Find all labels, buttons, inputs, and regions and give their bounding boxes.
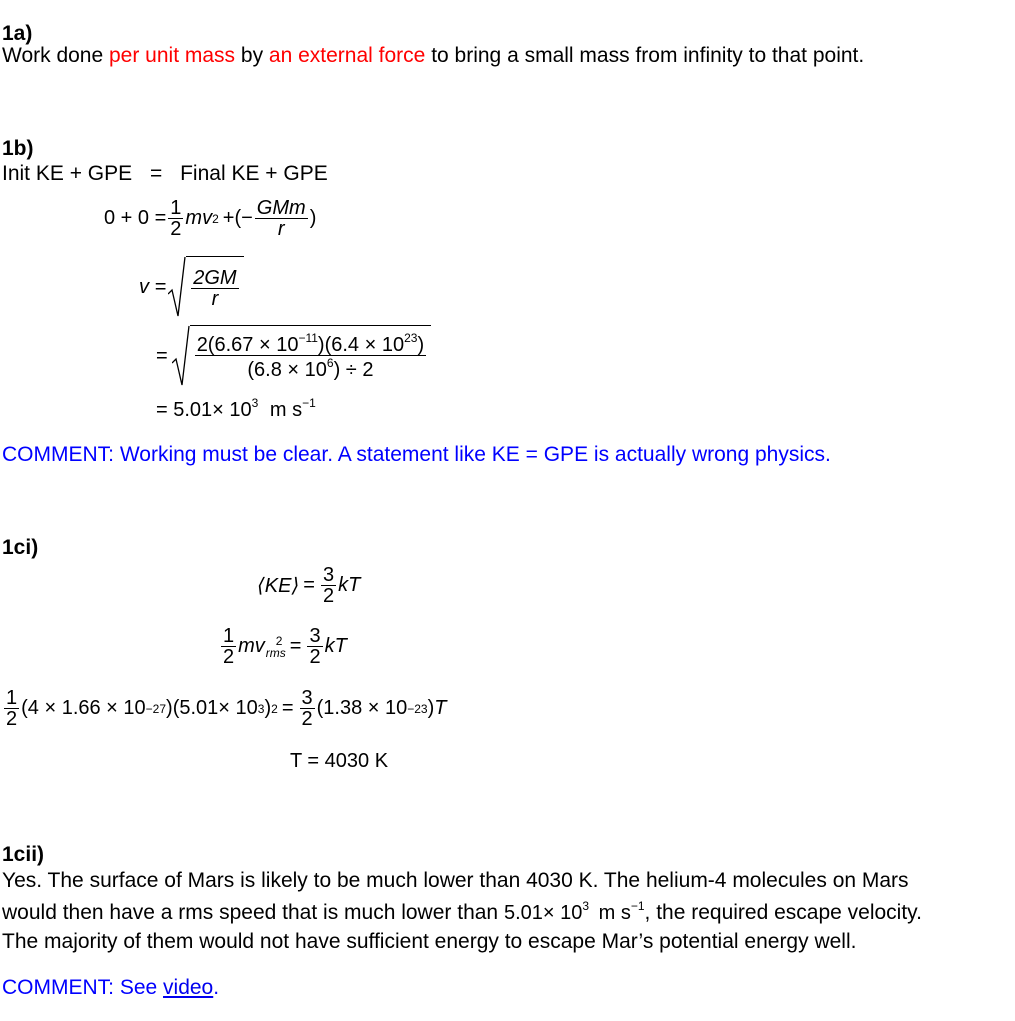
q1b-statement-right: Final KE + GPE [180,162,328,185]
q1b-equation-energy: 0 + 0 = $\frac{1}{2}$ mv 2 +(− $\frac{\text{GMm}}{r}$ ) [104,197,317,240]
eq3-den-b: ) ÷ 2 [333,359,374,381]
q1cii-line3: The majority of them would not have sufficient energy to escape Mar’s potential energy well. [2,930,857,953]
ci-l3-eq: = [281,697,294,719]
cii-comment-suffix: . [213,976,220,999]
ci-l3-d: (1.38 × 10 [316,697,408,719]
q1ci-line2 [219,626,347,667]
q1b-equation-velocity [139,256,244,318]
q1a-seg1: Work done [2,44,109,67]
q1b-heading: 1b) [2,137,34,160]
q1a-emphasis-per-unit-mass: per unit mass [109,44,236,67]
q1b-statement-left: Init KE + GPE [2,162,133,185]
eq3-den-a: (6.8 × 10 [247,359,327,381]
eq1-half-den: 2 [170,218,182,240]
eq3-lhs: = [156,344,168,367]
ci-l3-rden: 2 [301,708,313,730]
q1a-emphasis-external-force: an external force [268,44,426,67]
eq1-mv: mv [185,207,213,229]
ci-l3-a: (4 × 1.66 × 10 [21,697,146,719]
eq3-num-a: 2(6.67 × 10 [196,334,299,356]
cii-line2-unit: m s [593,902,631,924]
eq4-value: = 5.01× 10 [156,399,252,421]
cii-line2-b: , the required escape velocity. [644,901,922,924]
q1cii-line2 [2,899,922,924]
eq4-unit: m s [264,399,303,421]
q1b-statement [2,163,328,184]
cii-comment-prefix: COMMENT: See [2,976,164,999]
eq3-num-exp2: 23 [404,331,418,345]
q1a-answer [2,45,864,66]
q1ci-heading: 1ci) [2,536,39,559]
ci-l1-num: 3 [322,564,335,586]
cii-line2-exp: 3 [582,899,590,913]
q1ci-line1 [257,565,360,606]
eq1-half-num: 1 [170,197,182,219]
eq1-plus: +(− [222,207,253,229]
q1b-comment: COMMENT: Working must be clear. A statement like KE = GPE is actually wrong physics. [2,443,831,466]
eq2-sqrt [168,256,243,318]
q1cii-heading: 1cii) [2,843,45,866]
cii-line2-unit-exp: −1 [630,899,645,913]
cii-line2-a: would then have a rms speed that is much lower than [2,901,504,924]
eq3-num [195,331,426,356]
eq3-num-b: )(6.4 × 10 [317,334,405,356]
ci-l1-den: 2 [322,585,335,607]
eq3-num-c: ) [417,334,425,356]
eq1-r: r [277,218,285,240]
q1b-equation-substitution [156,325,431,387]
ci-l2-rnum: 3 [309,625,321,647]
ci-l3-b: )(5.01× 10 [166,697,258,719]
eq2-den: r [211,288,219,310]
eq3-num-exp1: −11 [298,331,318,345]
ci-l2-rden: 2 [309,646,321,668]
ci-l3-den: 2 [6,708,18,730]
ci-l2-sup: 2 [275,633,283,648]
q1cii-line1: Yes. The surface of Mars is likely to be much lower than 4030 K. The helium-4 molecules on Mars [2,869,909,892]
eq3-sqrt [172,325,431,387]
ci-l3-num: 1 [6,687,18,709]
ci-l4: T = 4030 K [290,750,389,772]
ci-l3-c: ) [264,697,272,719]
eq1-gmm: GMm [256,197,306,219]
sqrt-radical-icon [168,256,186,318]
ci-l2-eq: = [289,635,302,657]
ci-l2-num: 1 [223,625,235,647]
ci-l3-e: ) [427,697,435,719]
eq2-num: 2GM [193,267,237,289]
ci-l2-den: 2 [223,646,235,668]
sqrt-radical-icon [172,325,190,387]
eq1-lhs: 0 + 0 = [104,207,167,229]
q1cii-comment [2,977,219,998]
ci-l2-rhs: kT [324,635,347,657]
q1ci-result [290,750,388,773]
eq4-unit-exp: −1 [302,396,316,410]
ci-l1-lhs: ⟨KE⟩ [257,575,300,597]
eq4-exp: 3 [251,396,259,410]
q1b-result [156,396,316,422]
eq1-half [168,198,183,239]
video-link[interactable]: video [163,976,214,999]
q1a-seg5: to bring a small mass from infinity to that point. [425,44,865,67]
eq1-close: ) [309,207,317,229]
q1a-seg3: by [235,44,269,67]
ci-l1-eq: = [303,574,315,596]
ci-l2-mv: mv [238,635,265,657]
ci-l3-T: T [434,697,447,719]
q1ci-line3: $\frac{1}{2}$ (4 × 1.66 × 10 −27 )(5.01× 10 3 ) 2 = $\frac{3}{2}$ (1.38 × 10 −23 ) T [6,687,447,730]
eq3-den-exp: 6 [326,356,334,370]
q1a-heading: 1a) [2,22,33,45]
ci-l2-sub: rms [265,645,286,660]
eq3-den [245,356,375,380]
eq2-lhs: v = [139,275,167,298]
q1b-statement-eq: = [150,162,163,185]
cii-line2-val: 5.01× 10 [503,902,583,924]
ci-l3-rnum: 3 [301,687,313,709]
eq1-gmm-over-r [255,198,308,239]
ci-l1-rhs: kT [338,574,361,596]
